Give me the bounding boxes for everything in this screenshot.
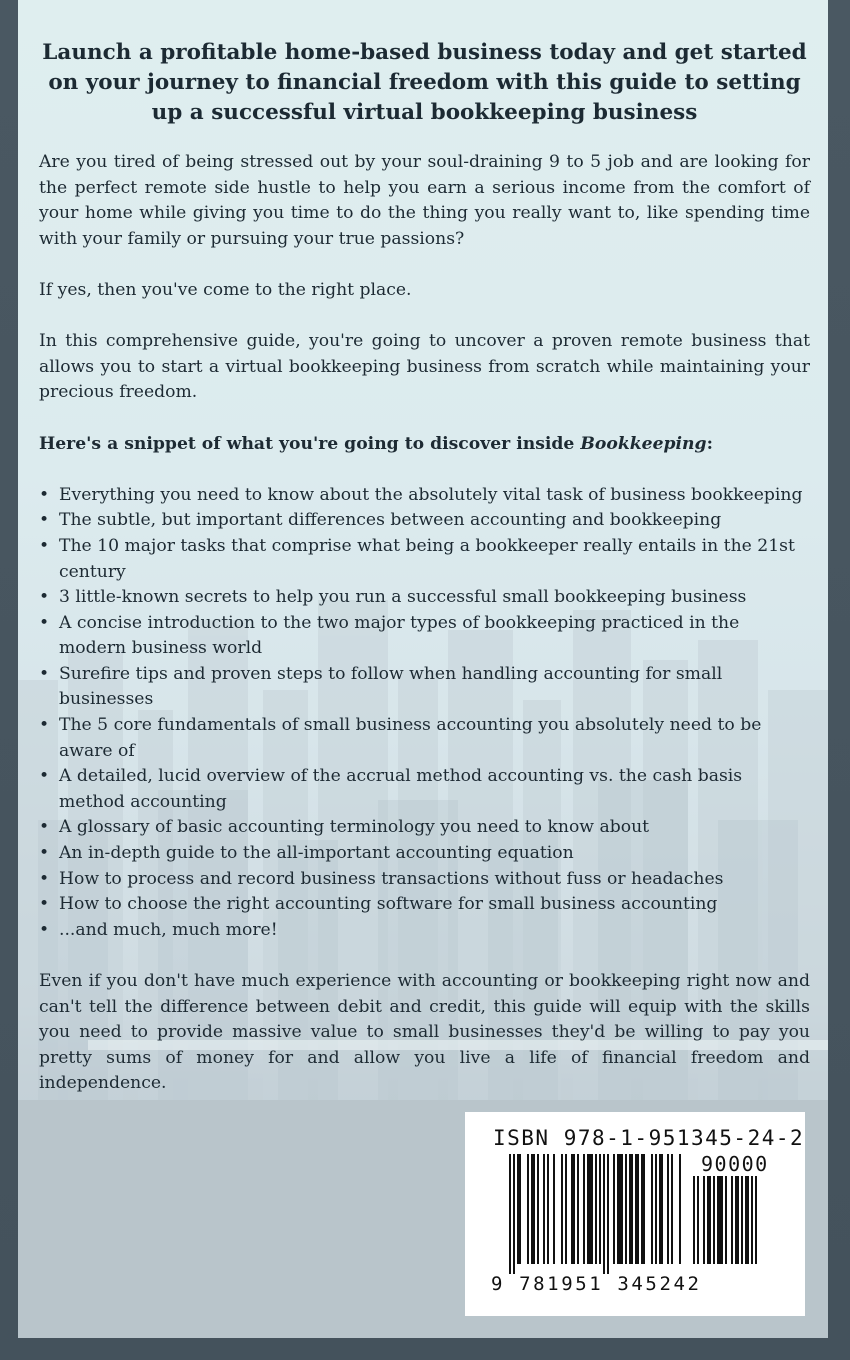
- barcode-bar: [635, 1154, 639, 1264]
- list-item: • A concise introduction to the two major types of bookkeeping practiced in the modern business world: [39, 611, 810, 662]
- ean-barcode-bars: [509, 1154, 685, 1274]
- barcode-bar: [509, 1154, 511, 1274]
- barcode-bar: [751, 1176, 753, 1264]
- snippet-heading-colon: :: [706, 433, 713, 454]
- isbn-barcode: [465, 1112, 805, 1316]
- barcode-bar: [537, 1154, 539, 1264]
- snippet-heading: [39, 432, 810, 458]
- barcode-bar: [725, 1176, 727, 1264]
- list-item: • How to choose the right accounting software for small business accounting: [39, 892, 810, 918]
- yes-paragraph: If yes, then you've come to the right place.: [39, 279, 412, 300]
- barcode-bar: [517, 1154, 521, 1264]
- barcode-bar: [671, 1154, 673, 1264]
- barcode-bar: [745, 1176, 749, 1264]
- list-item: • 3 little-known secrets to help you run a successful small bookkeeping business: [39, 585, 810, 611]
- barcode-bar: [693, 1176, 695, 1264]
- barcode-bar: [655, 1154, 657, 1264]
- barcode-bar: [667, 1154, 669, 1264]
- barcode-bar: [741, 1176, 743, 1264]
- barcode-bar: [547, 1154, 549, 1264]
- intro-paragraph: Are you tired of being stressed out by your soul-draining 9 to 5 job and are looking for the perfect remote side hustle to help you earn a serious income from the comfort of your home while giving you time to do the thing you really want to, like spending time with your family or pursuing your true passions?: [39, 152, 810, 249]
- list-item: • The subtle, but important differences between accounting and bookkeeping: [39, 508, 810, 534]
- barcode-bar: [651, 1154, 653, 1264]
- barcode-bar: [607, 1154, 609, 1274]
- barcode-bar: [617, 1154, 623, 1264]
- barcode-bar: [707, 1176, 711, 1264]
- list-item: • How to process and record business transactions without fuss or headaches: [39, 867, 810, 893]
- feature-list: [39, 483, 810, 944]
- barcode-bar: [583, 1154, 585, 1264]
- list-item: • The 10 major tasks that comprise what being a bookkeeper really entails in the 21st century: [39, 534, 810, 585]
- barcode-bar: [625, 1154, 627, 1264]
- barcode-bar: [659, 1154, 663, 1264]
- barcode-bar: [543, 1154, 545, 1264]
- list-item: • A detailed, lucid overview of the accrual method accounting vs. the cash basis method accounting: [39, 764, 810, 815]
- barcode-bar: [553, 1154, 555, 1264]
- book-title: Bookkeeping: [580, 433, 707, 454]
- list-item: • The 5 core fundamentals of small business accounting you absolutely need to be aware of: [39, 713, 810, 764]
- barcode-bar: [731, 1176, 733, 1264]
- headline: Launch a profitable home-based business today and get started on your journey to financial freedom with this guide to setting up a successful virtual bookkeeping business: [42, 40, 807, 125]
- snippet-heading-lead: Here's a snippet of what you're going to discover inside: [39, 433, 581, 454]
- barcode-bar: [713, 1176, 715, 1264]
- barcode-bar: [717, 1176, 723, 1264]
- isbn-label: ISBN 978-1-951345-24-2: [493, 1126, 805, 1150]
- blurb: [39, 38, 810, 1097]
- barcode-bar: [561, 1154, 563, 1264]
- barcode-bar: [595, 1154, 597, 1264]
- barcode-bar: [641, 1154, 645, 1264]
- barcode-bar: [755, 1176, 757, 1264]
- barcode-bar: [531, 1154, 535, 1264]
- list-item: • A glossary of basic accounting terminology you need to know about: [39, 815, 810, 841]
- barcode-bar: [703, 1176, 705, 1264]
- list-item: • ...and much, much more!: [39, 918, 810, 944]
- barcode-bar: [613, 1154, 615, 1264]
- barcode-bar: [571, 1154, 575, 1264]
- barcode-bar: [603, 1154, 605, 1274]
- price-code: 90000: [701, 1152, 769, 1176]
- list-item: • An in-depth guide to the all-important accounting equation: [39, 841, 810, 867]
- closing-paragraph: Even if you don't have much experience with accounting or bookkeeping right now and can't tell the difference between debit and credit, this guide will equip with the skills you need to provide massive value to small businesses they'd be willing to pay you pretty sums of money for and allow you live a life of financial freedom and independence.: [39, 971, 810, 1094]
- barcode-bar: [679, 1154, 681, 1264]
- barcode-bar: [599, 1154, 601, 1264]
- barcode-bar: [565, 1154, 567, 1264]
- barcode-bar: [629, 1154, 633, 1264]
- list-item: • Everything you need to know about the absolutely vital task of business bookkeeping: [39, 483, 810, 509]
- ean-digits: 9 781951 345242: [491, 1273, 702, 1295]
- barcode-bar: [735, 1176, 739, 1264]
- barcode-bar: [697, 1176, 699, 1264]
- barcode-bar: [577, 1154, 579, 1264]
- list-item: • Surefire tips and proven steps to follow when handling accounting for small businesses: [39, 662, 810, 713]
- barcode-bar: [513, 1154, 515, 1274]
- barcode-bar: [587, 1154, 593, 1264]
- guide-paragraph: In this comprehensive guide, you're going to uncover a proven remote business that allows you to start a virtual bookkeeping business from scratch while maintaining your precious freedom.: [39, 331, 810, 403]
- barcode-bar: [527, 1154, 529, 1264]
- price-barcode-bars: [693, 1176, 777, 1274]
